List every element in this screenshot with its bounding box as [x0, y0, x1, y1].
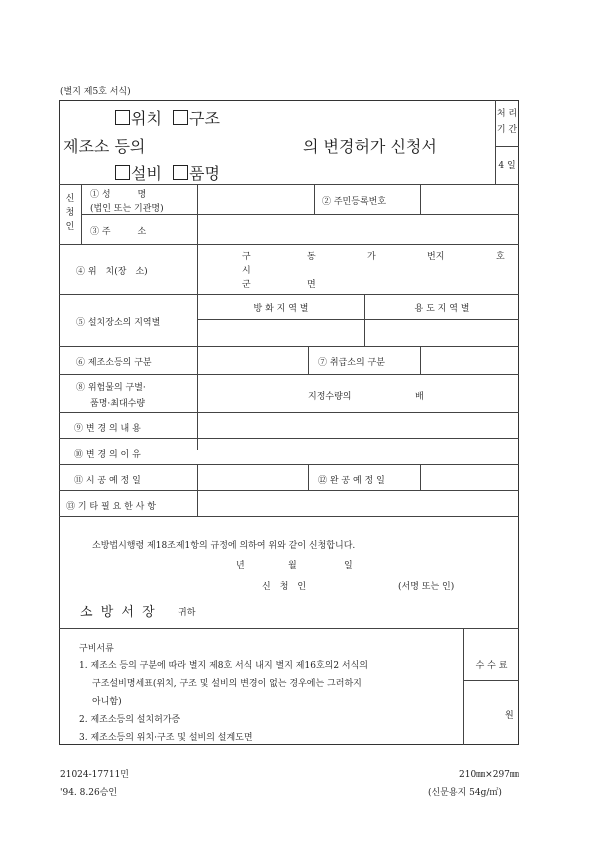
facility-type-label: ⑥ 제조소등의 구분	[76, 358, 152, 368]
ga-label: 가	[367, 252, 376, 262]
handling-type-field[interactable]	[421, 348, 518, 373]
zone-label: ⑤ 설치장소의 지역별	[76, 318, 161, 328]
divider	[59, 464, 519, 465]
documents-heading: 구비서류	[79, 644, 114, 654]
form-number: (별지 제5호 서식)	[60, 87, 131, 97]
document-item-3: 3. 제조소등의 위치·구조 및 설비의 설계도면	[79, 733, 253, 743]
divider	[495, 146, 519, 147]
start-date-label: ⑪ 시 공 예 정 일	[74, 476, 141, 486]
title-left: 제조소 등의	[63, 137, 146, 156]
declaration-text: 소방법시행령 제18조제1항의 규정에 의하여 위와 같이 신청합니다.	[92, 541, 356, 551]
divider	[59, 628, 519, 629]
name-label: ① 성 명	[90, 190, 147, 200]
address-field[interactable]	[198, 216, 518, 243]
option-structure: 구조	[189, 109, 220, 128]
fire-zone-field[interactable]	[198, 321, 363, 345]
item-checkbox[interactable]	[173, 165, 188, 180]
fee-label: 수 수 료	[475, 661, 508, 671]
document-item-1-cont: 구조설비명세표(위치, 구조 및 설비의 변경이 없는 경우에는 그러하지	[92, 679, 362, 689]
resident-number-label: ② 주민등록번호	[322, 197, 387, 207]
address-label: ③ 주 소	[90, 227, 147, 237]
city-label: 시	[242, 266, 251, 276]
hazard-label-2: 품명·최대수량	[90, 399, 146, 409]
document-item-1-end: 아니함)	[92, 697, 122, 707]
start-date-field[interactable]	[198, 466, 307, 489]
option-equipment[interactable]: 설비 품명	[115, 161, 220, 184]
hazard-field[interactable]	[198, 376, 518, 411]
location-field[interactable]	[198, 246, 518, 293]
processing-days: 4 일	[498, 161, 516, 171]
name-sublabel: (법인 또는 기관명)	[90, 204, 164, 214]
option-item: 품명	[189, 164, 220, 183]
year-label: 년	[236, 561, 245, 571]
handling-type-label: ⑦ 취급소의 구분	[318, 358, 385, 368]
document-item-1: 1. 제조소 등의 구분에 따라 별지 제8호 서식 내지 별지 제16호의2 서식의	[79, 661, 369, 671]
facility-type-field[interactable]	[198, 348, 307, 373]
divider	[308, 464, 309, 490]
change-content-field[interactable]	[198, 414, 518, 437]
other-field[interactable]	[198, 492, 518, 515]
location-label: ④ 위 치(장 소)	[76, 267, 148, 277]
recipient-honorific: 귀하	[178, 608, 196, 618]
recipient-label: 소 방 서 장	[80, 605, 157, 620]
district-label: 구	[242, 252, 251, 262]
divider	[59, 516, 519, 517]
divider	[81, 214, 519, 215]
fire-zone-header: 방 화 지 역 별	[253, 304, 309, 314]
divider	[59, 346, 519, 347]
month-label: 월	[288, 561, 297, 571]
times-label: 배	[415, 392, 424, 402]
bunji-label: 번지	[427, 252, 445, 262]
divider	[463, 680, 519, 681]
divider	[59, 438, 519, 439]
applicant-sign-label: 신 청 인	[262, 582, 307, 592]
use-zone-header: 용 도 지 역 별	[414, 304, 470, 314]
title-right: 의 변경허가 신청서	[303, 137, 437, 156]
fee-field[interactable]	[464, 682, 519, 744]
finish-date-label: ⑫ 완 공 예 정 일	[318, 476, 385, 486]
processing-label: 처 리 기 간	[496, 109, 518, 135]
divider	[59, 490, 519, 491]
change-reason-label: ⑩ 변 경 의 이 유	[74, 450, 141, 460]
designated-quantity-label: 지정수량의	[308, 392, 352, 402]
day-label: 일	[344, 561, 353, 571]
divider	[59, 294, 519, 295]
change-content-label: ⑨ 변 경 의 내 용	[74, 424, 141, 434]
signature-label: (서명 또는 인)	[398, 582, 455, 592]
form-code: 21024-17711민	[60, 770, 129, 780]
divider	[59, 244, 519, 245]
approval-date: '94. 8.26승인	[60, 788, 118, 798]
divider	[197, 319, 519, 320]
resident-number-field[interactable]	[421, 186, 518, 213]
county-label: 군	[242, 280, 251, 290]
paper-size: 210㎜×297㎜	[459, 770, 519, 780]
dong-label: 동	[307, 252, 316, 262]
divider	[308, 346, 309, 374]
structure-checkbox[interactable]	[173, 110, 188, 125]
paper-type: (신문용지 54g/㎡)	[428, 788, 502, 798]
change-reason-field[interactable]	[198, 440, 518, 463]
fee-unit: 원	[505, 711, 514, 721]
myeon-label: 면	[307, 280, 316, 290]
finish-date-field[interactable]	[421, 466, 518, 489]
applicant-side-label: 신 청 인	[65, 194, 75, 232]
equipment-checkbox[interactable]	[115, 165, 130, 180]
document-item-2: 2. 제조소등의 설치허가증	[79, 715, 181, 725]
other-label: ⑬ 기 타 필 요 한 사 항	[66, 502, 156, 512]
divider	[59, 184, 519, 185]
divider	[59, 412, 519, 413]
hazard-label: ⑧ 위험물의 구별·	[76, 383, 146, 393]
use-zone-field[interactable]	[365, 321, 518, 345]
option-location[interactable]: 위치 구조	[115, 106, 220, 129]
ho-label: 호	[496, 252, 505, 262]
divider	[59, 374, 519, 375]
name-field[interactable]	[198, 186, 314, 213]
divider	[314, 184, 315, 214]
location-checkbox[interactable]	[115, 110, 130, 125]
